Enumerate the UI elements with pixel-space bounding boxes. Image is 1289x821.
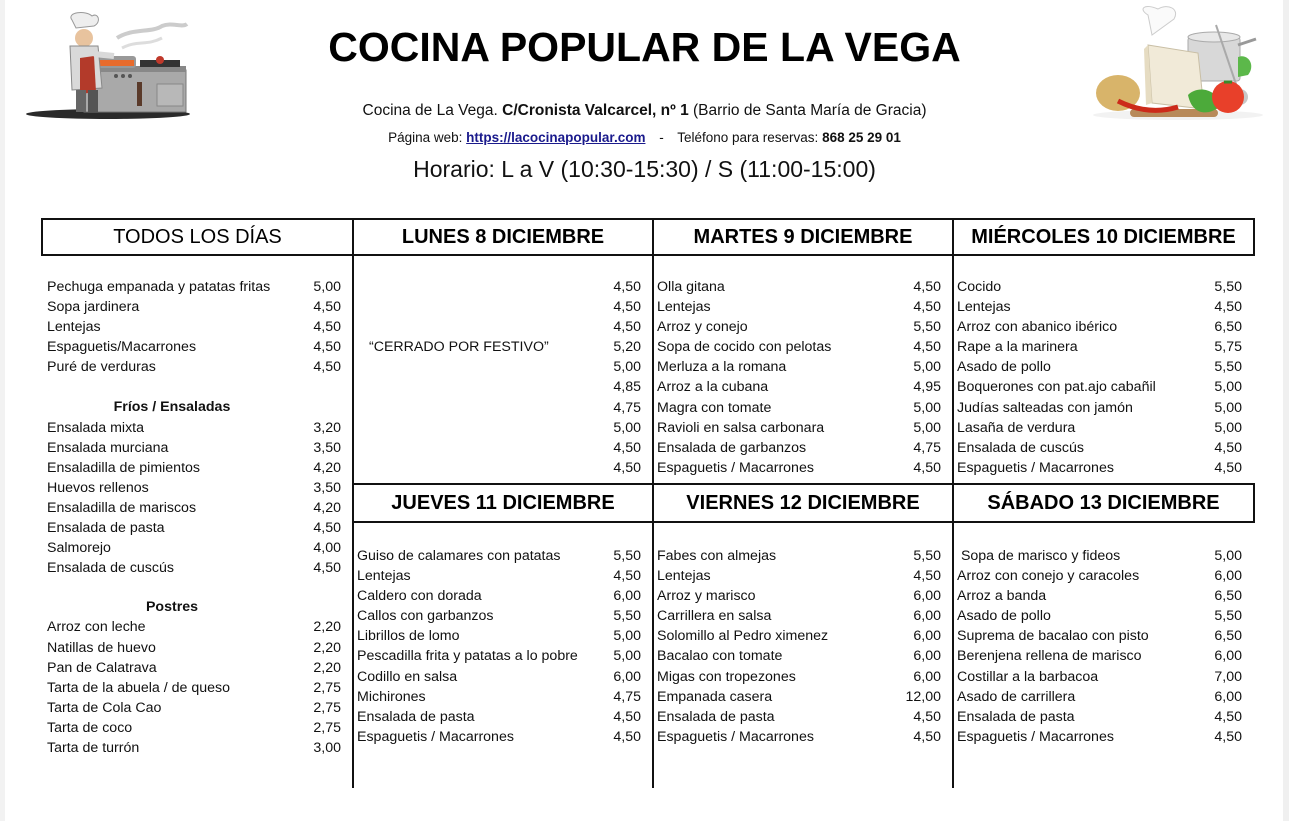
menu-item-price: 4,20 — [313, 459, 341, 476]
menu-item-price: 3,20 — [313, 419, 341, 436]
menu-item-name: Sopa de marisco y fideos — [957, 548, 1121, 564]
everyday-column — [47, 277, 341, 758]
menu-item-price: 4,50 — [613, 459, 641, 476]
menu-item-name: Salmorejo — [47, 540, 111, 557]
menu-item — [657, 297, 941, 317]
menu-item-name: Ensalada mixta — [47, 419, 144, 436]
menu-item-name: Bacalao con tomate — [657, 648, 783, 665]
menu-item-price: 6,50 — [1214, 628, 1242, 645]
menu-item — [957, 566, 1242, 586]
menu-item-name: Ensalada de cuscús — [957, 439, 1084, 456]
menu-item-price: 4,50 — [313, 520, 341, 537]
menu-item-price: 4,50 — [313, 359, 341, 376]
menu-item-name: Huevos rellenos — [47, 479, 149, 496]
menu-item — [957, 438, 1242, 458]
menu-item — [357, 646, 641, 666]
menu-item — [657, 646, 941, 666]
menu-item-name: Natillas de huevo — [47, 639, 156, 656]
menu-item — [657, 337, 941, 357]
page-title: COCINA POPULAR DE LA VEGA — [328, 24, 961, 70]
menu-item — [47, 518, 341, 538]
menu-item-name: Pechuga empanada y patatas fritas — [47, 279, 271, 295]
menu-item-name: Arroz con leche — [47, 619, 146, 636]
menu-item — [657, 418, 941, 438]
menu-item-price: 6,50 — [1214, 319, 1242, 336]
menu-item — [957, 458, 1242, 478]
menu-item — [357, 707, 641, 727]
menu-item-price: 2,20 — [313, 659, 341, 676]
menu-item — [357, 377, 641, 397]
menu-item — [357, 398, 641, 418]
menu-item-name: Boquerones con pat.ajo cabañil — [957, 379, 1156, 396]
menu-item-price: 4,50 — [1214, 728, 1242, 745]
menu-item-name: Arroz a la cubana — [657, 379, 769, 396]
menu-item — [657, 317, 941, 337]
menu-item — [957, 646, 1242, 666]
menu-item-price: 2,20 — [313, 639, 341, 656]
menu-item-name: Espaguetis / Macarrones — [957, 459, 1114, 476]
menu-item-name: Lasaña de verdura — [957, 419, 1076, 436]
menu-item-price: 3,00 — [313, 739, 341, 756]
menu-item — [47, 418, 341, 438]
menu-item — [357, 458, 641, 478]
menu-item-name: Lentejas — [957, 299, 1011, 316]
menu-item-price: 6,00 — [1214, 688, 1242, 705]
menu-item — [657, 727, 941, 747]
menu-item-name: Ensalada de garbanzos — [657, 439, 807, 456]
menu-item-name: Ensaladilla de pimientos — [47, 459, 201, 476]
day-title: VIERNES 12 DICIEMBRE — [686, 491, 920, 514]
menu-item — [47, 478, 341, 498]
menu-item-price: 4,50 — [913, 339, 941, 356]
menu-item-price: 5,00 — [913, 399, 941, 416]
menu-item-price: 2,75 — [313, 699, 341, 716]
menu-item-price: 5,00 — [1214, 379, 1242, 396]
saturday-menu — [957, 546, 1242, 747]
menu-item-name: Lentejas — [657, 299, 711, 316]
everyday-header — [41, 218, 354, 256]
menu-item-name: Ensaladilla de mariscos — [47, 499, 197, 516]
address-street: C/Cronista Valcarcel, nº 1 — [502, 102, 689, 119]
menu-item-name: Tarta de turrón — [47, 739, 140, 756]
menu-item-price: 4,50 — [913, 568, 941, 585]
menu-item-name: Espaguetis/Macarrones — [47, 339, 197, 356]
menu-item-price: 5,00 — [613, 648, 641, 665]
day-title: MARTES 9 DICIEMBRE — [693, 225, 913, 248]
menu-item-price: 5,50 — [913, 319, 941, 336]
menu-item-name: Lentejas — [47, 319, 101, 336]
menu-item — [357, 586, 641, 606]
menu-item-name: Solomillo al Pedro ximenez — [657, 628, 829, 645]
menu-item-price: 4,50 — [613, 728, 641, 745]
page-edge-right — [1283, 0, 1289, 821]
menu-item-price: 4,50 — [913, 299, 941, 316]
friday-menu — [657, 546, 941, 747]
menu-item-name: Empanada casera — [657, 688, 773, 705]
menu-item-name: Ensalada de pasta — [357, 708, 475, 725]
menu-item — [357, 667, 641, 687]
menu-item — [47, 658, 341, 678]
menu-item — [47, 277, 341, 297]
phone-label: Teléfono para reservas: — [677, 130, 819, 145]
menu-item — [657, 687, 941, 707]
menu-item-name: Fabes con almejas — [657, 548, 777, 564]
address-suffix: (Barrio de Santa María de Gracia) — [693, 102, 927, 119]
day-header-thursday — [352, 483, 654, 523]
menu-item-name: Arroz con abanico ibérico — [957, 319, 1118, 336]
phone-number: 868 25 29 01 — [822, 130, 901, 145]
menu-item — [657, 398, 941, 418]
menu-item-name: Pescadilla frita y patatas a lo pobre — [357, 648, 578, 665]
menu-item — [357, 418, 641, 438]
menu-item-name: Costillar a la barbacoa — [957, 668, 1099, 685]
menu-item-price: 4,50 — [313, 299, 341, 316]
menu-item — [657, 566, 941, 586]
menu-item-name: Tarta de Cola Cao — [47, 699, 162, 716]
menu-item — [357, 337, 641, 357]
menu-item-name: Arroz con conejo y caracoles — [957, 568, 1140, 585]
menu-item-name: Magra con tomate — [657, 399, 772, 416]
menu-item — [357, 687, 641, 707]
menu-item-price: 6,00 — [913, 608, 941, 625]
menu-item — [657, 667, 941, 687]
menu-item-price: 4,50 — [313, 319, 341, 336]
menu-item-name: Ensalada de pasta — [657, 708, 775, 725]
menu-item-price: 6,00 — [1214, 568, 1242, 585]
menu-item — [47, 317, 341, 337]
menu-item-name: Asado de pollo — [957, 359, 1051, 376]
menu-item-price: 12,00 — [905, 688, 941, 705]
menu-item — [957, 357, 1242, 377]
menu-item — [957, 667, 1242, 687]
menu-item-name: Callos con garbanzos — [357, 608, 494, 625]
menu-item-name: Ensalada de pasta — [957, 708, 1075, 725]
menu-item — [957, 687, 1242, 707]
menu-item — [957, 337, 1242, 357]
menu-item-name: Caldero con dorada — [357, 588, 482, 605]
menu-item-price: 5,50 — [1214, 279, 1242, 295]
menu-item-price: 6,50 — [1214, 588, 1242, 605]
menu-item — [957, 707, 1242, 727]
menu-item-price: 6,00 — [613, 588, 641, 605]
day-header-tuesday — [652, 218, 954, 256]
menu-item — [47, 638, 341, 658]
menu-item-name: Ensalada murciana — [47, 439, 169, 456]
menu-item-price: 4,50 — [913, 728, 941, 745]
column-divider — [352, 254, 354, 788]
menu-item-price: 4,95 — [913, 379, 941, 396]
menu-item — [357, 438, 641, 458]
menu-item — [957, 398, 1242, 418]
day-header-friday — [652, 483, 954, 523]
menu-item-name: Olla gitana — [657, 279, 725, 295]
menu-item-price: 4,75 — [613, 399, 641, 416]
contact-line — [0, 130, 1289, 145]
menu-item — [957, 297, 1242, 317]
menu-item — [47, 718, 341, 738]
menu-item — [357, 727, 641, 747]
menu-item-price: 4,50 — [1214, 439, 1242, 456]
menu-item — [47, 738, 341, 758]
menu-item — [47, 617, 341, 637]
menu-item-name: Judías salteadas con jamón — [957, 399, 1133, 416]
menu-item-price: 4,85 — [613, 379, 641, 396]
menu-item-price: 4,00 — [313, 540, 341, 557]
opening-hours: Horario: L a V (10:30-15:30) / S (11:00-15:00) — [413, 156, 876, 182]
website-link[interactable]: https://lacocinapopular.com — [466, 130, 646, 145]
menu-item-name: Ensalada de pasta — [47, 520, 165, 537]
menu-item — [47, 357, 341, 377]
menu-item — [47, 678, 341, 698]
web-label: Página web: — [388, 130, 463, 145]
menu-item-price: 3,50 — [313, 439, 341, 456]
menu-item — [47, 458, 341, 478]
everyday-cold-list — [47, 418, 341, 579]
menu-item-price: 4,20 — [313, 499, 341, 516]
menu-item-price: 5,00 — [613, 628, 641, 645]
monday-menu — [357, 277, 641, 478]
menu-item — [657, 357, 941, 377]
menu-item-price: 5,50 — [1214, 608, 1242, 625]
menu-item-name: Pan de Calatrava — [47, 659, 157, 676]
day-title: LUNES 8 DICIEMBRE — [401, 225, 605, 248]
menu-item-price: 3,50 — [313, 479, 341, 496]
column-divider — [652, 254, 654, 788]
menu-item-name: Guiso de calamares con patatas — [357, 548, 561, 564]
menu-item-price: 4,50 — [313, 560, 341, 577]
menu-item — [657, 707, 941, 727]
closed-holiday-note: “CERRADO POR FESTIVO” — [369, 339, 549, 355]
everyday-desserts-list — [47, 617, 341, 758]
menu-item — [357, 606, 641, 626]
menu-item-name: Arroz a banda — [957, 588, 1047, 605]
menu-item-price: 4,50 — [613, 568, 641, 585]
page-edge-left — [0, 0, 5, 821]
menu-item-price: 4,50 — [1214, 708, 1242, 725]
menu-item — [47, 498, 341, 518]
menu-item-price: 5,75 — [1214, 339, 1242, 356]
wednesday-menu — [957, 277, 1242, 478]
menu-item-price: 5,00 — [1214, 548, 1242, 564]
menu-item-price: 6,00 — [1214, 648, 1242, 665]
menu-item-name: Merluza a la romana — [657, 359, 787, 376]
menu-item-name: Espaguetis / Macarrones — [657, 459, 814, 476]
menu-item-price: 4,50 — [913, 459, 941, 476]
menu-item — [357, 546, 641, 566]
menu-item — [957, 727, 1242, 747]
menu-item — [957, 606, 1242, 626]
menu-item-price: 4,50 — [913, 708, 941, 725]
menu-item-name: Espaguetis / Macarrones — [957, 728, 1114, 745]
menu-item — [357, 277, 641, 297]
menu-item-price: 2,75 — [313, 719, 341, 736]
day-header-saturday — [952, 483, 1255, 523]
menu-item-name: Arroz y conejo — [657, 319, 748, 336]
menu-item — [657, 586, 941, 606]
address-line — [0, 102, 1289, 120]
menu-item-price: 2,20 — [313, 619, 341, 636]
menu-item-price: 5,50 — [613, 608, 641, 625]
menu-item — [957, 586, 1242, 606]
menu-item-name: Codillo en salsa — [357, 668, 458, 685]
menu-item-name: Tarta de coco — [47, 719, 133, 736]
day-header-monday — [352, 218, 654, 256]
separator: - — [659, 130, 664, 145]
menu-item-price: 5,00 — [613, 359, 641, 376]
menu-item-name: Arroz y marisco — [657, 588, 756, 605]
menu-item-price: 6,00 — [913, 628, 941, 645]
menu-item-name: Michirones — [357, 688, 426, 705]
day-title: SÁBADO 13 DICIEMBRE — [987, 491, 1220, 514]
menu-item-name: Ravioli en salsa carbonara — [657, 419, 825, 436]
everyday-mains-list — [47, 277, 341, 377]
menu-item-price: 5,00 — [613, 419, 641, 436]
day-title: MIÉRCOLES 10 DICIEMBRE — [971, 225, 1236, 248]
menu-item-name: Asado de carrillera — [957, 688, 1076, 705]
menu-item-name: Espaguetis / Macarrones — [357, 728, 514, 745]
menu-item-price: 2,75 — [313, 679, 341, 696]
everyday-title: TODOS LOS DÍAS — [113, 225, 282, 248]
menu-item-price: 5,00 — [313, 279, 341, 295]
menu-item-name: Tarta de la abuela / de queso — [47, 679, 230, 696]
menu-item-price: 4,50 — [913, 279, 941, 295]
menu-item — [957, 377, 1242, 397]
menu-item-name: Espaguetis / Macarrones — [657, 728, 814, 745]
menu-item-name: Sopa de cocido con pelotas — [657, 339, 832, 356]
menu-item-price: 5,00 — [913, 359, 941, 376]
menu-item — [657, 438, 941, 458]
menu-item-name: Migas con tropezones — [657, 668, 796, 685]
menu-item-price: 6,00 — [913, 668, 941, 685]
menu-item — [957, 546, 1242, 566]
menu-item — [357, 566, 641, 586]
menu-item — [47, 337, 341, 357]
menu-item-price: 5,00 — [1214, 419, 1242, 436]
menu-item — [47, 438, 341, 458]
menu-item-name: Berenjena rellena de marisco — [957, 648, 1142, 665]
menu-item — [357, 357, 641, 377]
menu-item-name: Sopa jardinera — [47, 299, 140, 316]
menu-item — [957, 626, 1242, 646]
day-header-wednesday — [952, 218, 1255, 256]
menu-item-price: 4,50 — [613, 439, 641, 456]
menu-item-price: 4,50 — [613, 319, 641, 336]
menu-item-price: 4,50 — [1214, 299, 1242, 316]
day-title: JUEVES 11 DICIEMBRE — [391, 491, 615, 514]
menu-item-name: Suprema de bacalao con pisto — [957, 628, 1149, 645]
menu-item-name: Lentejas — [657, 568, 711, 585]
desserts-section-title: Postres — [145, 599, 199, 616]
menu-item-name: Cocido — [957, 279, 1002, 295]
menu-item-name: Lentejas — [357, 568, 411, 585]
menu-item — [657, 458, 941, 478]
menu-item — [657, 377, 941, 397]
menu-item — [357, 626, 641, 646]
menu-item-price: 6,00 — [613, 668, 641, 685]
menu-item — [47, 558, 341, 578]
tuesday-menu — [657, 277, 941, 478]
menu-item — [957, 317, 1242, 337]
menu-item-price: 7,00 — [1214, 668, 1242, 685]
menu-item-price: 4,50 — [1214, 459, 1242, 476]
menu-item-price: 5,50 — [1214, 359, 1242, 376]
menu-item-name: Puré de verduras — [47, 359, 156, 376]
menu-item-price: 4,50 — [613, 299, 641, 316]
menu-item-name: Asado de pollo — [957, 608, 1051, 625]
menu-item — [657, 626, 941, 646]
menu-item-price: 5,50 — [613, 548, 641, 564]
column-divider — [952, 254, 954, 788]
menu-item — [47, 698, 341, 718]
menu-item-price: 5,20 — [613, 339, 641, 356]
menu-item-price: 6,00 — [913, 588, 941, 605]
menu-item-name: Rape a la marinera — [957, 339, 1078, 356]
menu-item-price: 4,50 — [613, 279, 641, 295]
cold-section-title: Fríos / Ensaladas — [113, 399, 231, 416]
menu-item — [357, 317, 641, 337]
thursday-menu — [357, 546, 641, 747]
menu-item — [657, 277, 941, 297]
menu-item — [957, 418, 1242, 438]
menu-item — [657, 546, 941, 566]
menu-item — [47, 297, 341, 317]
menu-item-price: 4,50 — [313, 339, 341, 356]
menu-item-price: 5,00 — [1214, 399, 1242, 416]
menu-item-price: 4,75 — [913, 439, 941, 456]
menu-item-name: Carrillera en salsa — [657, 608, 772, 625]
menu-item-name: Librillos de lomo — [357, 628, 460, 645]
menu-item-price: 4,50 — [613, 708, 641, 725]
menu-item — [657, 606, 941, 626]
address-prefix: Cocina de La Vega. — [362, 102, 498, 119]
menu-item-price: 4,75 — [613, 688, 641, 705]
menu-item-price: 5,50 — [913, 548, 941, 564]
menu-item-price: 6,00 — [913, 648, 941, 665]
menu-item — [47, 538, 341, 558]
menu-item-price: 5,00 — [913, 419, 941, 436]
menu-item — [957, 277, 1242, 297]
menu-item-name: Ensalada de cuscús — [47, 560, 174, 577]
menu-item — [357, 297, 641, 317]
